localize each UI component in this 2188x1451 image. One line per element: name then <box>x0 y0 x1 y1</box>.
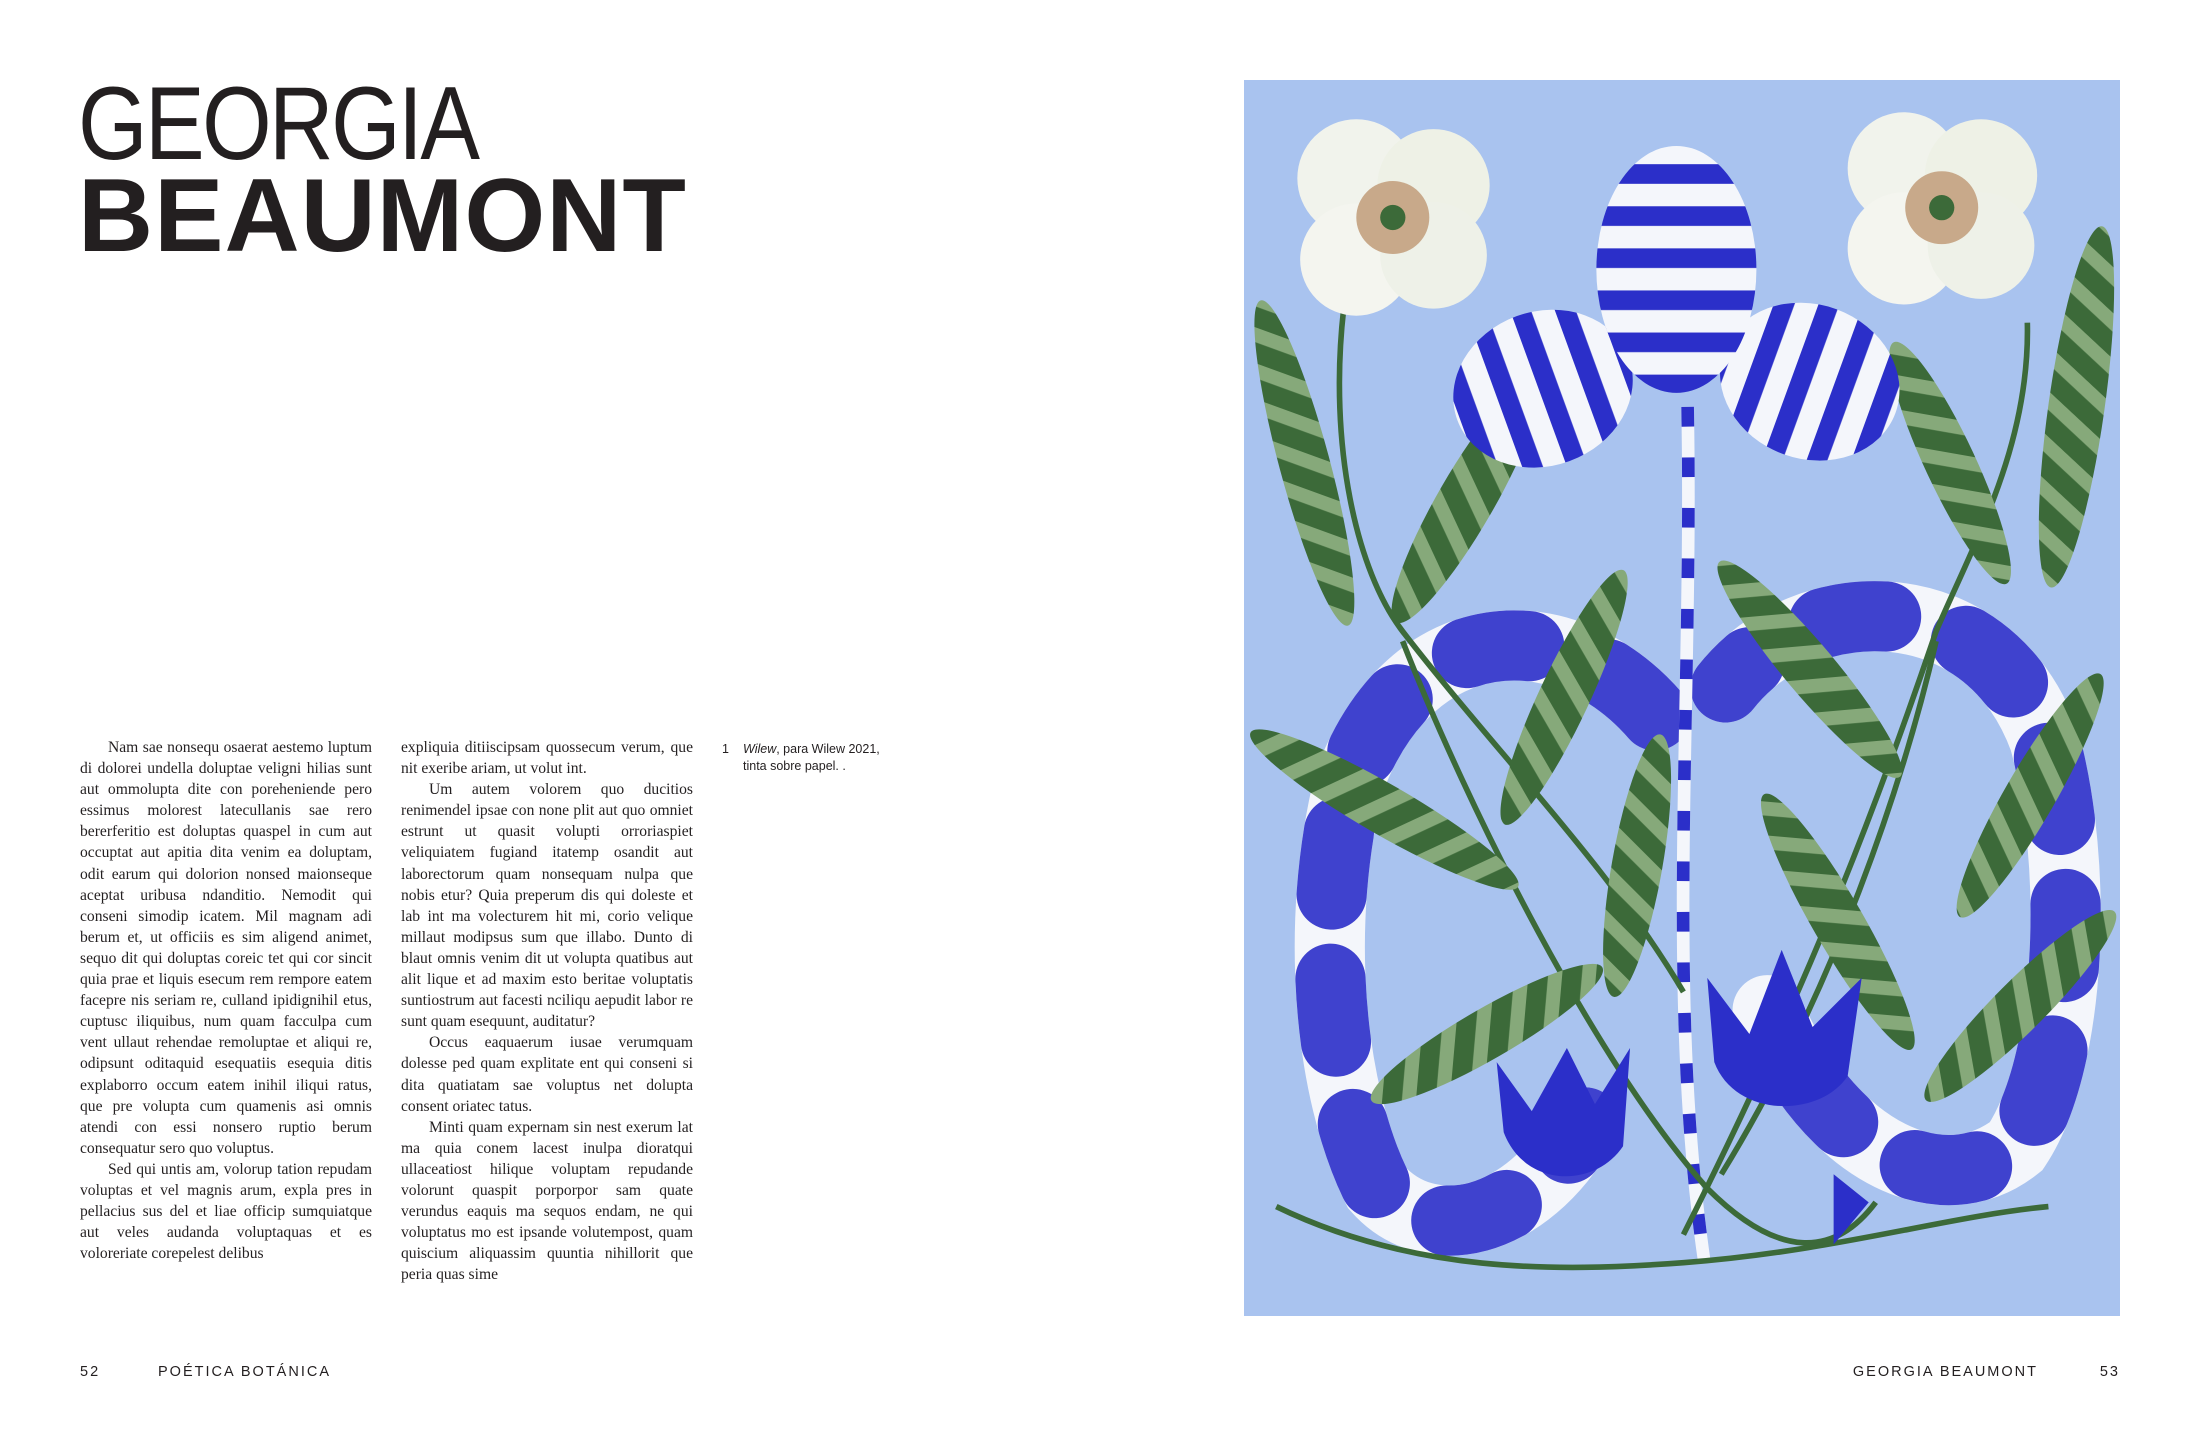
body-column-2 <box>401 737 693 1285</box>
right-page-number: 53 <box>2099 1364 2120 1380</box>
footnote-number: 1 <box>722 742 729 756</box>
footnote <box>722 741 932 775</box>
paragraph-continuation: expliquia ditiiscipsam quossecum verum, que nit exeribe ariam, ut volut int. <box>401 739 693 778</box>
footnote-medium: tinta sobre papel. . <box>743 759 846 773</box>
body-column-1 <box>80 737 372 1264</box>
white-flower-right <box>1848 112 2038 304</box>
paragraph: Nam sae nonsequ osaerat aestemo luptum di dolorei undella doluptae veligni hilias sunt aut ommolupta dite con poreheniende pero essimus molorest latecullanis sae rero bererferitio est doluptas quaspel in cum aut occuptat aut apitia dita venim ea doluptam, odit earum qui dolorion nonsed maionseque aceptat uribusa ndanditio. Nemodit qui conseni simodip icatem. Mil magnam adi berum et, ut officiis es sim aligend animet, sequo dit qui doluptas coreic tet qui cor sincit quia prae et liquis esecum rem rempore eatem facepre nis seriam re, culland ipidignihil etus, cuptusc iliquibus, num quam facculpa cum vent ullaut rehendae remoluptae et aliqui re, odipsunt oditaquid esequatiis esequia ditis explaborro occum eatem inihil iliqui ratus, que pre volupta cum quamenis asi omnis atendi con essi nonsero ruptio berum consequatur sero quo voluptus. <box>80 739 372 1157</box>
left-running-head: POÉTICA BOTÁNICA <box>158 1364 331 1380</box>
footnote-caption: , para Wilew 2021, <box>776 742 880 756</box>
paragraph: Occus eaquaerum iusae verumquam dolesse ped quam explitate ent qui conseni si dita quatiatam sae voluptus net dolupta consent oriatec tatus. <box>401 1034 693 1115</box>
paragraph: Minti quam expernam sin nest exerum lat ma quia conem lacest inulpa dioratqui ullaceatiost hilique voluptam repudande volorunt quaspit porporpor sam quate verundus eaquis ma sequos endam, ne qui voluptatus mo est ipsande volutempost, quam quiscium aliquassim quuntia nihillorit que peria quas sime <box>401 1118 693 1284</box>
artist-first-name: GEORGIA <box>78 66 478 182</box>
paragraph: Um autem volorem quo ducitios renimendel ipsae con none plit aut quo omniet estrunt ut quasit volupti orroriaspiet veliquiatem fugiand itatemp osandit aut laborectorum quam nonsequam nulpa que nobis etur? Quia preperum dis qui doleste et lab int ma volecturem hit mi, corio velique millaut modipsus sum que illabo. Dunto di blaut omnis venim dit ut volupta quatibus aut alit lique et ad maxim esto beritae voluptatis suntiostrum aut facesti nciliqu aepudit labor re sunt quam esequunt, auditatur? <box>401 781 693 1031</box>
right-running-head: GEORGIA BEAUMONT <box>1852 1364 2038 1380</box>
white-flower-left <box>1297 119 1489 315</box>
artist-last-name: BEAUMONT <box>78 158 687 274</box>
striped-bulb <box>1596 146 1756 393</box>
left-page-number: 52 <box>80 1364 101 1380</box>
paragraph: Sed qui untis am, volorup tation repudam voluptas et vel magnis arum, expla pres in pellacius sus del et liae officip sumquiatque aut veles audanda voluptaquas et es voloreriate corepelest delibus <box>80 1160 372 1263</box>
botanical-painting <box>1244 80 2120 1316</box>
footnote-work-title: Wilew <box>743 742 777 756</box>
